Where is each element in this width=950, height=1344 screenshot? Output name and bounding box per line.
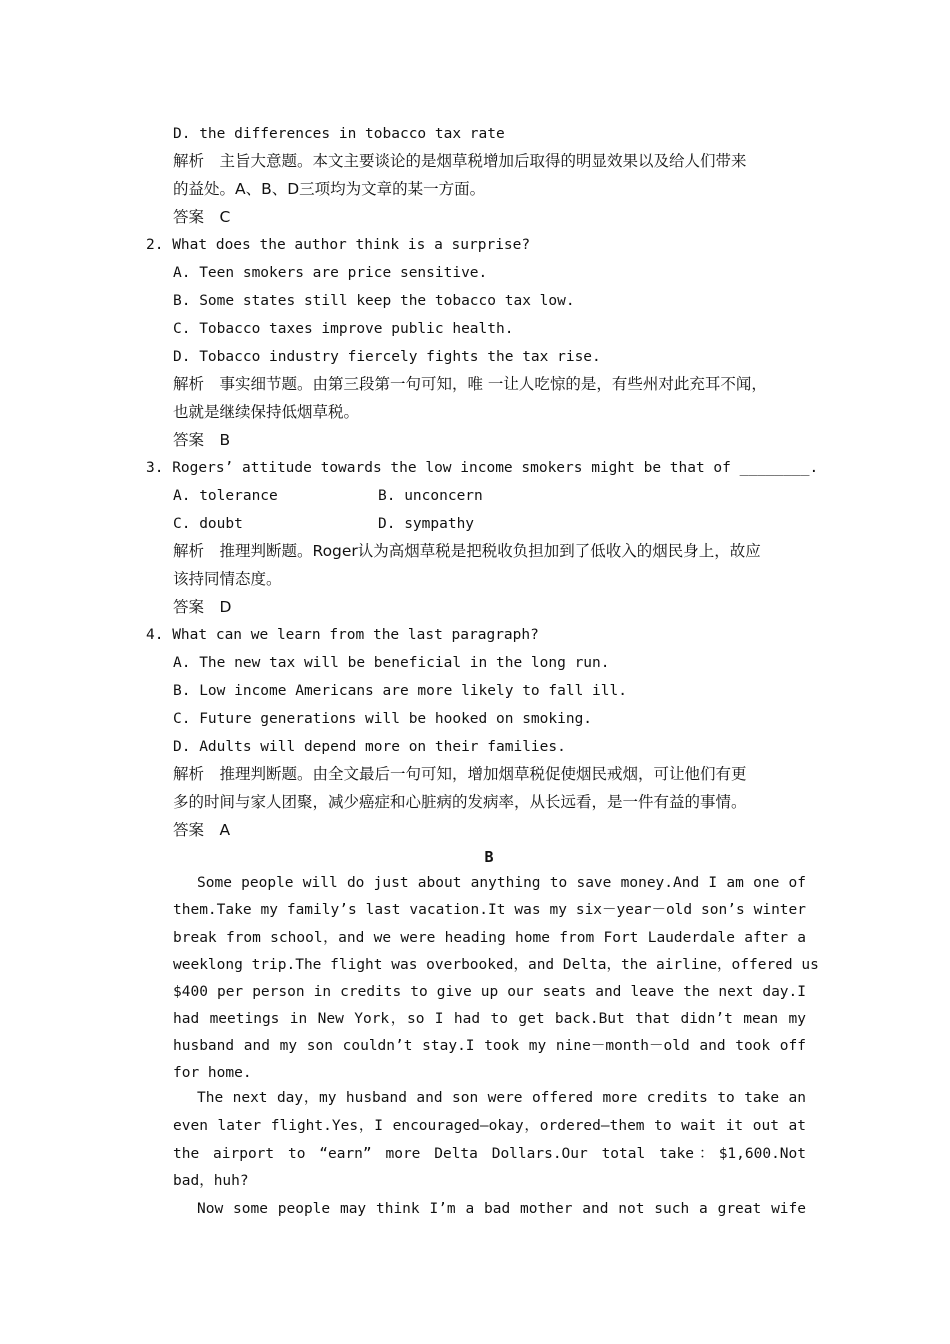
paragraph-line: had meetings in New York，so I had to get back.But that didn’t mean my	[173, 1011, 806, 1027]
q1-answer: 答案 C	[173, 208, 231, 226]
q3-answer: 答案 D	[173, 598, 232, 616]
q4-analysis-line1: 解析 推理判断题。由全文最后一句可知，增加烟草税促使烟民戒烟，可让他们有更	[173, 765, 747, 783]
q2-option-d: D. Tobacco industry fiercely fights the tax rise.	[173, 349, 601, 365]
q4-answer: 答案 A	[173, 821, 231, 839]
q3-option-d: D. sympathy	[378, 516, 475, 532]
q4-option-b: B. Low income Americans are more likely to fall ill.	[173, 683, 627, 699]
q4-option-c: C. Future generations will be hooked on smoking.	[173, 711, 593, 727]
q2-analysis-line1: 解析 事实细节题。由第三段第一句可知，唯 一让人吃惊的是，有些州对此充耳不闻，	[173, 375, 767, 393]
q4-option-a: A. The new tax will be beneficial in the long run.	[173, 655, 610, 671]
q3-question: 3. Rogers’ attitude towards the low income smokers might be that of ________.	[146, 460, 819, 476]
paragraph-line: for home.	[173, 1065, 252, 1081]
q4-analysis-line2: 多的时间与家人团聚，减少癌症和心脏病的发病率，从长远看，是一件有益的事情。	[173, 793, 747, 811]
q3-analysis-line1: 解析 推理判断题。Roger认为高烟草税是把税收负担加到了低收入的烟民身上，故应	[173, 542, 761, 560]
q2-option-b: B. Some states still keep the tobacco tax low.	[173, 293, 575, 309]
q2-analysis-line2: 也就是继续保持低烟草税。	[173, 403, 360, 421]
paragraph-line: break from school，and we were heading home from Fort Lauderdale after a	[173, 930, 806, 946]
paragraph-line: Some people will do just about anything to save money.And I am one of	[197, 875, 806, 891]
q2-answer: 答案 B	[173, 431, 231, 449]
q3-option-a: A. tolerance	[173, 488, 278, 504]
q2-option-c: C. Tobacco taxes improve public health.	[173, 321, 514, 337]
q3-analysis-line2: 该持同情态度。	[173, 570, 282, 588]
paragraph-line: them.Take my family’s last vacation.It was my six－year－old son’s winter	[173, 902, 806, 918]
paragraph-line: The next day，my husband and son were offered more credits to take an	[197, 1090, 806, 1106]
paragraph-line: weeklong trip.The flight was overbooked，and Delta，the airline，offered us	[173, 957, 819, 973]
q2-option-a: A. Teen smokers are price sensitive.	[173, 265, 488, 281]
q1-analysis-line2: 的益处。A、B、D三项均为文章的某一方面。	[173, 180, 486, 198]
q3-option-b: B. unconcern	[378, 488, 483, 504]
q2-question: 2. What does the author think is a surprise?	[146, 237, 531, 253]
paragraph-line: the airport to “earn” more Delta Dollars.Our total take：$1,600.Not	[173, 1146, 806, 1162]
paragraph-line: $400 per person in credits to give up our seats and leave the next day.I	[173, 984, 806, 1000]
q3-option-c: C. doubt	[173, 516, 243, 532]
q1-option-d: D. the differences in tobacco tax rate	[173, 126, 505, 142]
section-heading: B	[484, 848, 494, 866]
q4-question: 4. What can we learn from the last paragraph?	[146, 627, 539, 643]
paragraph-line: Now some people may think I’m a bad mother and not such a great wife	[197, 1201, 806, 1217]
paragraph-line: bad，huh?	[173, 1173, 249, 1189]
q1-analysis-line1: 解析 主旨大意题。本文主要谈论的是烟草税增加后取得的明显效果以及给人们带来	[173, 152, 747, 170]
paragraph-line: husband and my son couldn’t stay.I took my nine－month－old and took off	[173, 1038, 806, 1054]
paragraph-line: even later flight.Yes，I encouraged—okay，ordered—them to wait it out at	[173, 1118, 806, 1134]
q4-option-d: D. Adults will depend more on their families.	[173, 739, 566, 755]
